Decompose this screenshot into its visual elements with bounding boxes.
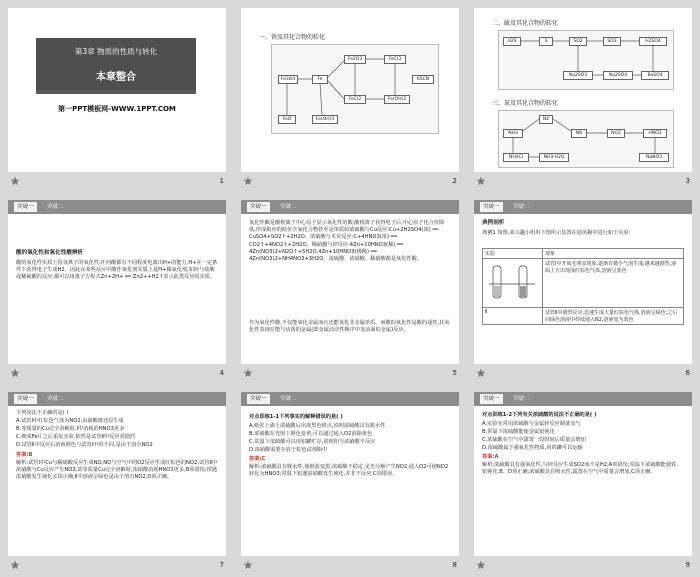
diagram-node: NH3	[503, 129, 523, 138]
slide-thumb-6[interactable]	[470, 196, 696, 384]
slide-number: 7	[219, 561, 224, 569]
slide-footer	[470, 174, 696, 192]
tab-breakthrough-1: 突破一	[480, 394, 503, 404]
sulfur-conversion-diagram	[498, 30, 674, 90]
slide-canvas	[8, 200, 226, 364]
diagram-node: NO	[571, 129, 587, 138]
transition-star-icon	[243, 368, 253, 378]
apparatus-figure	[485, 260, 539, 304]
diagram-node: KSCN	[412, 75, 434, 84]
slide-thumb-1[interactable]	[4, 4, 230, 192]
diagram-node: S	[539, 37, 553, 46]
diagram-node: HNO3	[643, 129, 667, 138]
tab-breakthrough-2: 突破二	[280, 204, 297, 210]
answer-label: 答案:C	[249, 456, 266, 462]
analysis-text: 解析:浓硫酸具有脱水性,使纸张变黑;浓硝酸不稳定,见光分解产生NO2,通入O2可使NO2转化为HNO3;常温下铝遇浓硝酸发生钝化,并非不反应,C项错误。	[249, 464, 449, 478]
slide-thumb-3[interactable]	[470, 4, 696, 192]
slide-header-bar	[474, 200, 692, 214]
slide-thumb-4[interactable]	[4, 196, 230, 384]
slide-canvas	[241, 8, 459, 172]
nitrogen-conversion-diagram	[498, 110, 674, 168]
transition-star-icon	[243, 560, 253, 570]
tab-breakthrough-1: 突破一	[247, 394, 270, 404]
diagram-node: BaSO4	[641, 71, 669, 80]
option-a: A.实验室常用浓硫酸与金属锌反应制备氢气	[482, 421, 581, 427]
question-text: 典例1 如图,某兴趣小组用下图所示装置在通风橱中进行如下实验:	[482, 230, 631, 236]
diagram-arrows	[272, 45, 440, 135]
slide-body: 氧化性酸是酸根离子中心原子显示氧化性的酸,酸根离子获得电子后,中心原子化合价降低,形成相应的低价含氧化合物甚至是单质如浓硫酸与Cu反应:Cu+2H2SO4(浓) ══ CuSO4+SO2↑+2H2O。浓硝酸与木炭反应:C+4HNO3(浓) ══ CO2↑+4NO2↑+2H2O。稀硝酸与锌反应:4Zn+10HNO3(稀) ══ 4Zn(NO3)2+N2O↑+5H2O,4Zn+10HNO3(极稀) ══ 4Zn(NO3)2+NH4NO3+3H2O。浓硫酸、浓硝酸、稀硝酸都是氧化性酸。	[249, 220, 445, 263]
diagram-node: NH4Cl	[503, 153, 529, 162]
slide-footer	[237, 366, 463, 384]
option-b: B.等质量的Cu完全溶解时,Ⅰ中消耗的HNO3更多	[16, 426, 125, 432]
answer-label: 答案:B	[16, 452, 33, 458]
slide-number: 9	[685, 561, 690, 569]
transition-star-icon	[476, 368, 486, 378]
diagram-node: NH3·H2O	[539, 153, 569, 162]
table-row	[483, 308, 684, 325]
chapter-title: 第3章 物质的性质与转化	[74, 47, 158, 56]
slide-canvas	[241, 200, 459, 364]
slide-canvas	[241, 392, 459, 556]
slide-canvas	[474, 392, 692, 556]
option-a: A.试管Ⅰ中红棕色气体为NO2,由硝酸被还原生成	[16, 418, 124, 424]
tab-breakthrough-1: 突破一	[14, 202, 37, 212]
diagram-node: H2S	[503, 37, 521, 46]
analysis-text: 解析:浓硫酸具有强氧化性,与锌反应生成SO2而不是H2,A项错误;常温下浓硫酸能使铁、铝钝化,B、D项正确;浓硫酸具有吸水性,露置在空气中质量会增加,C项正确。	[482, 462, 682, 476]
slide-header-bar	[8, 392, 226, 406]
experiment-table	[482, 248, 684, 325]
slide-number: 6	[685, 369, 690, 377]
slide-canvas	[8, 392, 226, 556]
tab-breakthrough-1: 突破一	[480, 202, 503, 212]
question-text: 对点训练1-2下列有关浓硫酸的说法不正确的是( )	[482, 412, 597, 418]
slide-footer	[470, 558, 696, 576]
analysis-text: 解析:试管Ⅰ中Cu与稀硝酸反应生成NO,NO与空气中的O2反应生成红棕色的NO2;试管Ⅱ中浓硝酸与Cu反应产生NO2,故等质量Cu完全溶解时,浓硝酸消耗HNO3更多,B项错误;铁遇浓硝酸发生钝化,C项正确;Ⅱ中溶液呈绿色是由于溶有NO2,D项正确。	[16, 460, 218, 481]
option-b: B.浓硝酸在光照下颜色变黄,可以通过通入O2消除黄色	[249, 431, 373, 437]
option-b: B.常温下浓硫酸能使金属铝钝化	[482, 429, 555, 435]
title-block	[36, 38, 196, 90]
diagram-node: NaNO3	[639, 153, 669, 162]
slide-header-bar	[241, 392, 459, 406]
tab-breakthrough-2: 突破二	[47, 396, 64, 402]
tab-breakthrough-2: 突破二	[513, 204, 530, 210]
slide-number: 5	[452, 369, 457, 377]
section-title: 一、铁及其化合物的转化	[259, 34, 326, 41]
option-c: C.常温下浓硝酸可以用铝罐贮存,说明铝与浓硝酸不反应	[249, 439, 376, 445]
slide-heading: 酸的氧化性和氧化性酸辨析	[16, 250, 84, 256]
slide-number: 3	[685, 177, 690, 185]
section-title: 三、氮及其化合物的转化	[492, 100, 559, 107]
option-c: C.浓硫酸在空气中露置一段时间后质量会增加	[482, 437, 586, 443]
diagram-node: Fe2O3	[344, 55, 366, 64]
diagram-node: Fe	[312, 75, 328, 84]
slide-canvas	[8, 8, 226, 172]
tab-breakthrough-1: 突破一	[14, 394, 37, 404]
table-cell: Ⅱ	[483, 308, 543, 325]
slide-thumb-2[interactable]	[237, 4, 463, 192]
transition-star-icon	[10, 176, 20, 186]
diagram-arrows	[499, 111, 675, 169]
section-title: 二、硫及其化合物的转化	[492, 20, 559, 27]
diagram-node: Fe(OH)2	[384, 95, 410, 104]
diagram-node: SO2	[569, 37, 587, 46]
question-text: 下列说法不正确的是( )	[16, 410, 69, 416]
slide-number: 4	[219, 369, 224, 377]
table-cell: 试管Ⅱ中剧烈反应,迅速生成大量红棕色气体,溶液呈绿色;之后向绿色溶液中持续通入N2,溶液变为蓝色	[543, 308, 684, 325]
tab-breakthrough-1: 突破一	[247, 202, 270, 212]
tab-breakthrough-2: 突破二	[513, 396, 530, 402]
diagram-node: N2	[539, 115, 553, 124]
option-d: D.浓硝酸需要存放于棕色试剂瓶中	[249, 447, 328, 453]
slide-header-bar	[474, 392, 692, 406]
slide-body: 酸的氧化性实质上指氢离子的氧化性,任何酸都有不同程度电离出H+的能力,H+在一定条件下获得电子生成H2。因此在某些反应中酸作氧化剂实质上是H+做氧化剂,如锌与盐酸或稀硫酸的反应,都可以用离子方程式Zn+2H+ ══ Zn2++H2↑表示此类反应的实质。	[16, 260, 218, 281]
diagram-node: FeO	[278, 115, 296, 124]
iron-conversion-diagram	[271, 44, 439, 134]
slide-number: 1	[219, 177, 224, 185]
answer-label: 答案:A	[482, 454, 499, 460]
transition-star-icon	[476, 176, 486, 186]
table-cell: 试管Ⅰ中开始无明显现象,逐渐有微小气泡生成,越来越剧烈,液面上方出现浅红棕色气体,溶液呈蓝色	[543, 259, 684, 308]
diagram-node: NO2	[607, 129, 625, 138]
diagram-arrows	[499, 31, 675, 91]
transition-star-icon	[10, 368, 20, 378]
slide-thumb-9[interactable]	[470, 388, 696, 576]
tab-breakthrough-2: 突破二	[280, 396, 297, 402]
diagram-node: FeCl3	[384, 55, 406, 64]
slide-canvas	[474, 200, 692, 364]
slide-footer	[237, 174, 463, 192]
option-d: D.试管Ⅱ中反应后溶液颜色与试管Ⅰ中的不同,是由于溶有NO2	[16, 442, 153, 448]
diagram-node: SO3	[603, 37, 621, 46]
transition-star-icon	[243, 176, 253, 186]
slide-footer	[237, 558, 463, 576]
slide-footer	[470, 366, 696, 384]
slide-canvas	[474, 8, 692, 172]
slide-number: 8	[452, 561, 457, 569]
slide-title: 本章整合	[96, 72, 136, 83]
table-row	[483, 259, 684, 308]
tab-breakthrough-2: 突破二	[47, 204, 64, 210]
diagram-node: Fe(OH)3	[312, 115, 338, 124]
slide-header-bar	[241, 200, 459, 214]
diagram-node: Fe3O4	[278, 75, 298, 84]
title-underline	[36, 90, 196, 94]
diagram-node: H2SO4	[639, 37, 667, 46]
apparatus-cell	[483, 259, 543, 308]
option-d: D.浓硫酸属于强氧化性物质,用铁罐可以运输	[482, 445, 583, 451]
slide-thumb-7[interactable]	[4, 388, 230, 576]
slide-header-bar	[8, 200, 226, 214]
transition-star-icon	[10, 560, 20, 570]
slide-footer	[4, 366, 230, 384]
slide-footer	[4, 174, 230, 192]
table-header-row	[483, 249, 684, 259]
site-text: 第一PPT模板网-WWW.1PPT.COM	[58, 105, 176, 113]
option-a: A.纸张上滴上浓硫酸后出现黑色斑点,说明浓硫酸具有脱水性	[249, 423, 386, 429]
diagram-node: Na2SO3	[563, 71, 593, 80]
diagram-node: Na2SO4	[603, 71, 633, 80]
slide-body-2: 作为氧化性酸,不仅能氧化金属而且还能氧化非金属单质。而酸的氧化性是酸的通性,其氧化性表现在能与活泼的金属(即金属活动性顺序中氢前面的金属)反应。	[249, 320, 450, 334]
slide-number: 2	[452, 177, 457, 185]
diagram-node: FeCl2	[344, 95, 366, 104]
option-c: C.换成Fe片之后重复实验,依然是试管Ⅱ中反应更剧烈	[16, 434, 136, 440]
question-text: 对点训练1-1下列事实的解释错误的是( )	[249, 414, 343, 420]
slide-footer	[4, 558, 230, 576]
table-header-cell: 实验	[483, 249, 543, 259]
table-header-cell: 现象	[543, 249, 684, 259]
transition-star-icon	[476, 560, 486, 570]
slide-thumb-8[interactable]	[237, 388, 463, 576]
slide-thumb-5[interactable]	[237, 196, 463, 384]
slide-heading: 典例剖析	[482, 220, 505, 226]
